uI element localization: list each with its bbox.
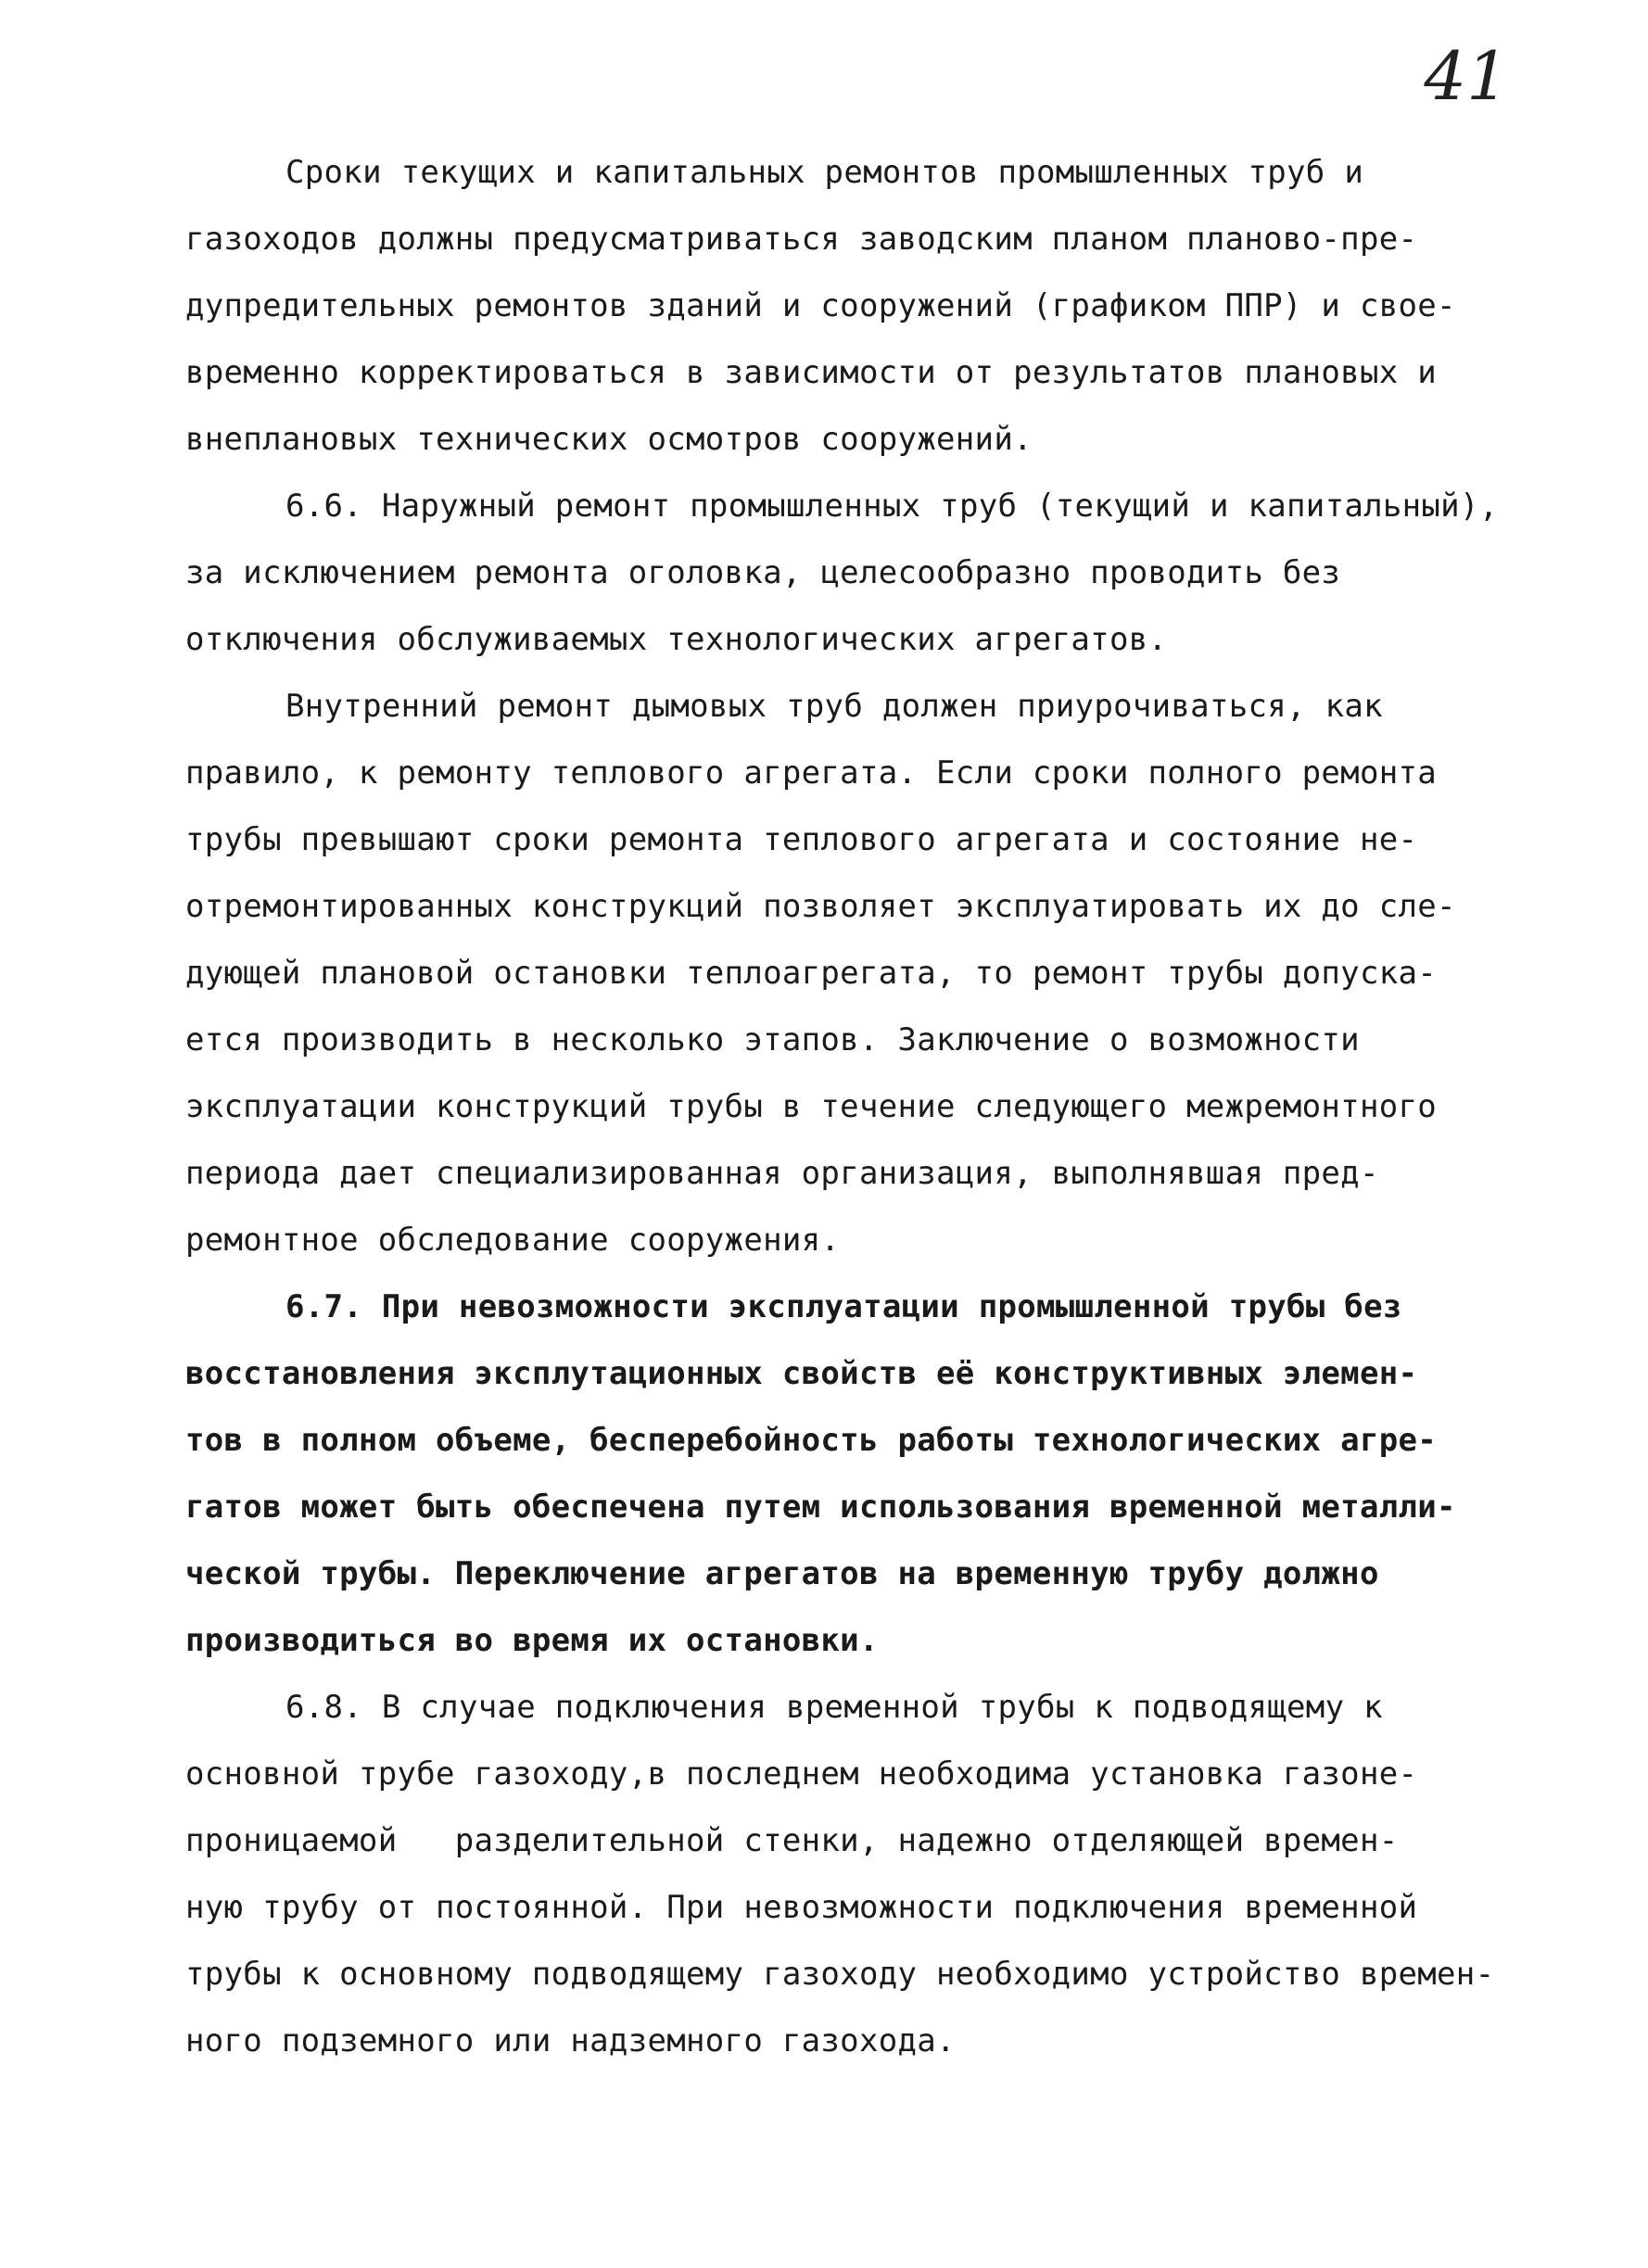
paragraph-line: восстановления эксплутационных свойств её конструктивных элемен- bbox=[185, 1355, 1418, 1392]
paragraph-line: отключения обслуживаемых технологических агрегатов. bbox=[185, 621, 1168, 658]
paragraph-line: трубы превышают сроки ремонта теплового агрегата и состояние не- bbox=[185, 821, 1418, 858]
paragraph-line: тов в полном объеме, бесперебойность работы технологических агре- bbox=[185, 1422, 1438, 1459]
paragraph-line: Внутренний ремонт дымовых труб должен приурочиваться, как bbox=[285, 688, 1383, 725]
paragraph-line: 6.6. Наружный ремонт промышленных труб (текущий и капитальный), bbox=[285, 488, 1499, 525]
paragraph-line: за исключением ремонта оголовка, целесообразно проводить без bbox=[185, 554, 1341, 591]
paragraph-line: газоходов должны предусматриваться заводским планом планово-пре- bbox=[185, 221, 1418, 258]
paragraph-line: ную трубу от постоянной. При невозможности подключения временной bbox=[185, 1889, 1418, 1926]
paragraph-line: правило, к ремонту теплового агрегата. Если сроки полного ремонта bbox=[185, 754, 1438, 792]
paragraph-line: 6.7. При невозможности эксплуатации промышленной трубы без bbox=[285, 1288, 1402, 1325]
paragraph-line: ремонтное обследование сооружения. bbox=[185, 1222, 841, 1259]
paragraph-line: трубы к основному подводящему газоходу необходимо устройство времен- bbox=[185, 1956, 1495, 1993]
paragraph-line: периода дает специализированная организация, выполнявшая пред- bbox=[185, 1155, 1379, 1192]
document-body bbox=[185, 139, 1576, 2074]
paragraph-line: ческой трубы. Переключение агрегатов на временную трубу должно bbox=[185, 1555, 1379, 1592]
paragraph-line: 6.8. В случае подключения временной трубы к подводящему к bbox=[285, 1689, 1383, 1726]
paragraph-line: ется производить в несколько этапов. Заключение о возможности bbox=[185, 1021, 1360, 1058]
paragraph-line: отремонтированных конструкций позволяет эксплуатировать их до сле- bbox=[185, 888, 1456, 925]
paragraph-line: гатов может быть обеспечена путем использования временной металли- bbox=[185, 1489, 1456, 1526]
paragraph-line: Сроки текущих и капитальных ремонтов промышленных труб и bbox=[285, 154, 1364, 191]
paragraph-line: временно корректироваться в зависимости от результатов плановых и bbox=[185, 354, 1438, 391]
paragraph-line: производиться во время их остановки. bbox=[185, 1622, 879, 1659]
paragraph-line: дующей плановой остановки теплоагрегата, то ремонт трубы допуска- bbox=[185, 955, 1438, 992]
page-number: 41 bbox=[1424, 37, 1509, 115]
paragraph-line: проницаемой разделительной стенки, надежно отделяющей времен- bbox=[185, 1822, 1399, 1859]
paragraph-line: эксплуатации конструкций трубы в течение следующего межремонтного bbox=[185, 1088, 1438, 1125]
paragraph-line: основной трубе газоходу,в последнем необходима установка газоне- bbox=[185, 1755, 1418, 1793]
paragraph-line: внеплановых технических осмотров сооружений. bbox=[185, 421, 1033, 458]
paragraph-line: ного подземного или надземного газохода. bbox=[185, 2022, 956, 2059]
paragraph-line: дупредительных ремонтов зданий и сооружений (графиком ППР) и свое- bbox=[185, 287, 1456, 324]
